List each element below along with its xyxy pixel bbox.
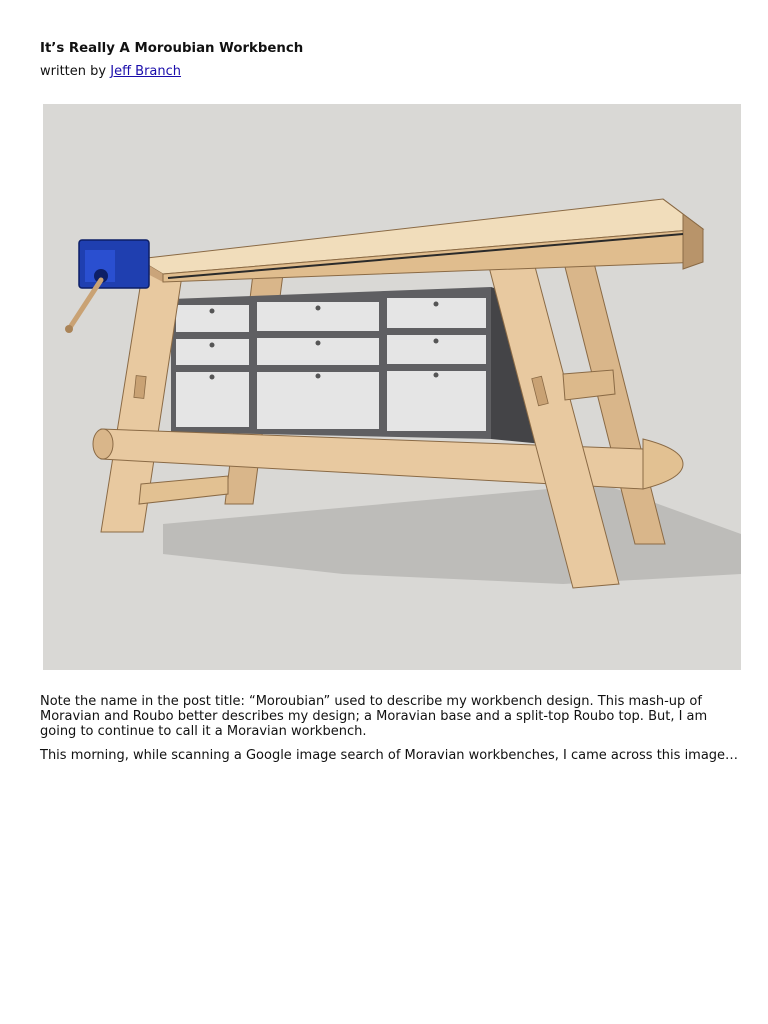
paragraph-2: This morning, while scanning a Google image search of Moravian workbenches, I came across this image…: [40, 748, 739, 763]
post-title: It’s Really A Moroubian Workbench: [40, 41, 304, 56]
bench-top: [138, 199, 703, 282]
paragraph-1: Note the name in the post title: “Moroubian” used to describe my workbench design. This mash-up of Moravian and Roubo better describes my design; a Moravian base and a split-top Roubo top. But, I am going to continue to call it a Moravian workbench.: [40, 694, 708, 740]
author-link[interactable]: Jeff Branch: [110, 64, 182, 79]
foot-stretcher: [139, 476, 228, 504]
workbench-illustration: [43, 104, 741, 670]
byline: [40, 64, 181, 79]
byline-prefix: written by: [40, 64, 111, 79]
drawer-cabinet: [171, 287, 543, 444]
